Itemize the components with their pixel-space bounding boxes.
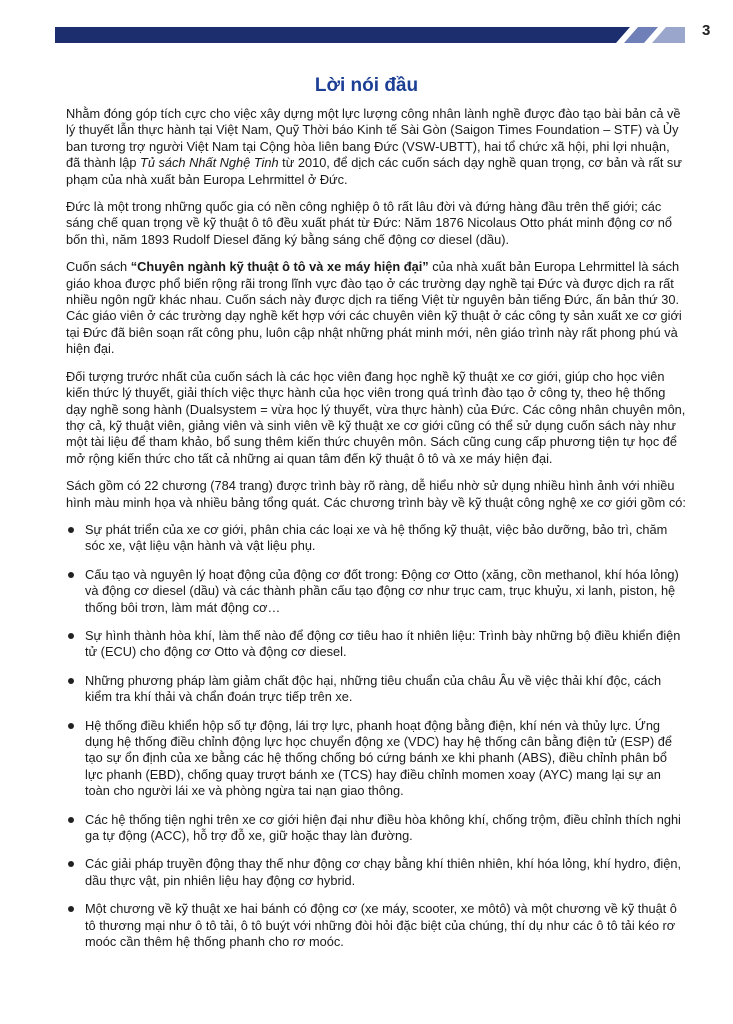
list-item: Các giải pháp truyền động thay thế như động cơ chạy bằng khí thiên nhiên, khí hóa lỏng, khí hydro, điện, dầu thực vật, pin nhiên liệu hay động cơ hybrid. bbox=[66, 856, 686, 889]
list-item: Các hệ thống tiện nghi trên xe cơ giới hiện đại như điều hòa không khí, chống trộm, điều chỉnh thích nghi ga tự động (ACC), hỗ trợ đỗ xe, giữ hoặc thay làn đường. bbox=[66, 812, 686, 845]
bullet-icon bbox=[68, 572, 74, 578]
list-item: Cấu tạo và nguyên lý hoạt động của động cơ đốt trong: Động cơ Otto (xăng, cồn methanol, khí hóa lỏng) và động cơ diesel (dầu) và các thành phần cấu tạo động cơ như trục cam, trục khuỷu, xi lanh, piston, hệ thống bôi trơn, làm mát động cơ… bbox=[66, 567, 686, 616]
series-name: Tủ sách Nhất Nghệ Tinh bbox=[140, 155, 279, 171]
paragraph-contents: Sách gồm có 22 chương (784 trang) được trình bày rõ ràng, dễ hiểu nhờ sử dụng nhiều hình ảnh với nhiều hình màu minh họa và nhiều bảng tổng quát. Các chương trình bày về kỹ thuật công nghệ xe cơ giới gồm có: bbox=[66, 478, 686, 510]
paragraph-intro: Nhằm đóng góp tích cực cho việc xây dựng một lực lượng công nhân lành nghề được đào tạo bài bản cả về lý thuyết lẫn thực hành tại Việt Nam, Quỹ Thời báo Kinh tế Sài Gòn (Saigon Times Foundation – STF) và Ủy ban tương trợ người Việt Nam tại Cộng hòa liên bang Đức (VSW-UBTT), hai tổ chức xã hội, phi lợi nhuận, đã thành lập Tủ sách Nhất Nghệ Tinh từ 2010, để dịch các cuốn sách dạy nghề quan trọng, cơ bản và rất sư phạm của nhà xuất bản Europa Lehrmittel ở Đức. bbox=[66, 106, 682, 187]
list-item: Sự phát triển của xe cơ giới, phân chia các loại xe và hệ thống kỹ thuật, việc bảo dưỡng, bảo trì, chăm sóc xe, vật liệu vận hành và vật liệu phụ. bbox=[66, 522, 686, 555]
page-title: Lời nói đầu bbox=[314, 74, 419, 96]
header-bar bbox=[55, 27, 685, 43]
bullet-icon bbox=[68, 906, 74, 912]
bullet-icon bbox=[68, 678, 74, 684]
paragraph-germany: Đức là một trong những quốc gia có nền công nghiệp ô tô rất lâu đời và đứng hàng đầu trên thế giới; các sáng chế quan trọng về kỹ thuật ô tô đều xuất phát từ Đức: Năm 1876 Nicolaus Otto phát minh động cơ nổ bốn thì, năm 1893 Rudolf Diesel đăng ký bằng sáng chế động cơ diesel (dầu). bbox=[66, 199, 673, 247]
list-item: Một chương về kỹ thuật xe hai bánh có động cơ (xe máy, scooter, xe môtô) và một chương về kỹ thuật ô tô thương mại như ô tô tải, ô tô buýt với những đòi hỏi đặc biệt của chúng, thí dụ như các ô tô tải kéo rơ moóc cần thêm hệ thống phanh cho rơ moóc. bbox=[66, 901, 686, 950]
list-item: Sự hình thành hòa khí, làm thế nào để động cơ tiêu hao ít nhiên liệu: Trình bày những bộ điều khiển điện tử (ECU) cho động cơ Otto và động cơ diesel. bbox=[66, 628, 686, 661]
paragraph-audience: Đối tượng trước nhất của cuốn sách là các học viên đang học nghề kỹ thuật xe cơ giới, giúp cho học viên kiến thức lý thuyết, giải thích việc thực hành của học viên trong quá trình đào tạo ở công ty, theo hệ thống dạy nghề song hành (Dualsystem = vừa học lý thuyết, vừa thực hành) của Đức. Các công nhân chuyên môn, thợ cả, kỹ thuật viên, giảng viên và sinh viên về kỹ thuật xe cơ giới cũng có thể sử dụng cuốn sách này như một tài liệu để tham khảo, bổ sung thêm kiến thức chuyên môn. Sách cũng cung cấp phương tiện tự học để mở rộng kiến thức cho tất cả những ai quan tâm đến kỹ thuật ô tô và xe máy hiện đại. bbox=[66, 368, 686, 466]
page-number: 3 bbox=[702, 22, 711, 39]
bullet-icon bbox=[68, 527, 74, 533]
topics-list bbox=[66, 522, 686, 951]
paragraph-book: Cuốn sách “Chuyên ngành kỹ thuật ô tô và xe máy hiện đại” của nhà xuất bản Europa Lehrmittel là sách giáo khoa được phổ biến rộng rãi trong lĩnh vực đào tạo ở các trường dạy nghề tại Đức và được dịch ra rất nhiều ngôn ngữ khác nhau. Cuốn sách này được dịch ra tiếng Việt từ nguyên bản tiếng Đức, ấn bản thứ 30. Các giáo viên ở các trường dạy nghề kết hợp với các chuyên viên kỹ thuật ở các công ty sản xuất xe cơ giới tại Đức đã biên soạn rất công phu, luôn cập nhật những phát minh mới, nên giáo trình này rất phong phú và hiện đại. bbox=[66, 259, 682, 357]
bullet-icon bbox=[68, 861, 74, 867]
book-title: “Chuyên ngành kỹ thuật ô tô và xe máy hiện đại” bbox=[130, 259, 429, 275]
preface-body bbox=[66, 106, 686, 962]
bullet-icon bbox=[68, 817, 74, 823]
list-item: Hệ thống điều khiển hộp số tự động, lái trợ lực, phanh hoạt động bằng điện, khí nén và thủy lực. Ứng dụng hệ thống điều chỉnh động lực học chuyển động xe (VDC) hay hệ thống cân bằng điện tử (ESP) để tạo sự ổn định của xe bằng các hệ thống chống bó cứng bánh xe khi phanh (ABS), điều chỉnh phân bổ lực phanh (EBD), chống quay trượt bánh xe (TCS) hay điều chỉnh momen xoay (AYC) mang lại sự an toàn cho người lái xe và phòng ngừa tai nạn giao thông. bbox=[66, 718, 686, 800]
bullet-icon bbox=[68, 723, 74, 729]
bullet-icon bbox=[68, 633, 74, 639]
list-item: Những phương pháp làm giảm chất độc hại, những tiêu chuẩn của châu Âu về việc thải khí độc, cách kiểm tra khí thải và chẩn đoán trực tiếp trên xe. bbox=[66, 673, 686, 706]
